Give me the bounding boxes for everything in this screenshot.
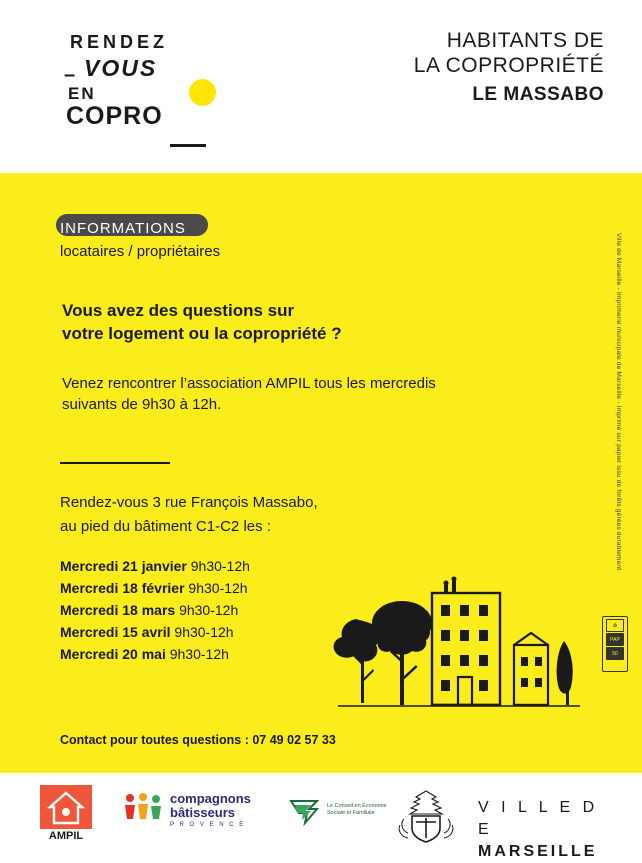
- list-item: [60, 643, 250, 665]
- eco-chip-pap: PAP: [606, 633, 624, 646]
- logo-yellow-dot-icon: [189, 79, 216, 106]
- ampil-house-icon: [40, 785, 92, 829]
- ampil-label: AMPIL: [48, 830, 84, 842]
- partner-logos-footer: [0, 773, 642, 860]
- rendez-vous-en-copro-logo: [58, 22, 218, 142]
- date-day: Mercredi 20 mai: [60, 646, 166, 662]
- date-day: Mercredi 18 mars: [60, 602, 176, 618]
- marseille-wordmark: [478, 797, 606, 863]
- list-item: [60, 621, 250, 643]
- date-day: Mercredi 18 février: [60, 580, 185, 596]
- list-item: [60, 577, 250, 599]
- logo-dash: –: [64, 64, 79, 86]
- compagnons-label-line-2: bâtisseurs: [170, 805, 236, 820]
- date-day: Mercredi 15 avril: [60, 624, 171, 640]
- logo-text-rendez: RENDEZ: [70, 32, 169, 52]
- date-time: 9h30-12h: [188, 580, 248, 596]
- document-header: [0, 0, 642, 173]
- date-time: 9h30-12h: [169, 646, 229, 662]
- date-time: 9h30-12h: [179, 602, 239, 618]
- question-heading: [62, 299, 342, 345]
- marseille-wordmark-line-2: MARSEILLE: [478, 843, 598, 860]
- logo-ampil: [40, 785, 92, 843]
- cesf-label: [327, 803, 387, 817]
- compagnons-label-line-1: compagnons: [170, 791, 251, 806]
- question-line-2: votre logement ou la copropriété ?: [62, 324, 342, 343]
- header-title-block: [414, 28, 604, 106]
- compagnons-sublabel: P R O V E N C E: [170, 822, 246, 828]
- ampil-mark-icon: [40, 785, 92, 829]
- header-building-name: LE MASSABO: [472, 84, 604, 105]
- logo-text-copro: COPRO: [66, 102, 163, 130]
- eco-chip-number: 50: [606, 647, 624, 660]
- intro-line-2: suivants de 9h30 à 12h.: [62, 396, 222, 413]
- logo-ville-de-marseille: [386, 785, 606, 860]
- compagnons-label: [170, 792, 251, 820]
- logo-caf-cesf: [285, 791, 395, 833]
- logo-underline: [170, 144, 206, 147]
- building-and-trees-illustration: [318, 545, 588, 725]
- date-day: Mercredi 21 janvier: [60, 558, 187, 574]
- date-time: 9h30-12h: [190, 558, 250, 574]
- dates-list: [60, 555, 250, 665]
- compagnons-people-icon: [122, 792, 166, 822]
- intro-paragraph: [62, 373, 436, 415]
- list-item: [60, 599, 250, 621]
- cesf-mark-icon: [285, 791, 325, 831]
- eco-label-icon: [602, 616, 628, 672]
- address-line-2: au pied du bâtiment C1-C2 les :: [60, 518, 271, 535]
- question-line-1: Vous avez des questions sur: [62, 301, 295, 320]
- address-block: [60, 491, 318, 539]
- printing-credit-text: Ville de Marseille - Imprimerie municipale de Marseille - Imprimé sur papier issu de forêts gérées durablement: [615, 233, 622, 571]
- divider-rule: [60, 462, 170, 464]
- cesf-label-line-2: Sociale et Familiale: [327, 810, 375, 816]
- flyer-body: [0, 173, 642, 773]
- informations-subtitle: locataires / propriétaires: [60, 243, 221, 260]
- header-title-line-1: HABITANTS DE: [446, 29, 604, 52]
- logo-text-en: EN: [68, 84, 96, 103]
- header-title-line-2: LA COPROPRIÉTÉ: [413, 54, 604, 77]
- logo-text-vous: VOUS: [84, 55, 158, 81]
- list-item: [60, 555, 250, 577]
- eco-recycling-symbol-icon: ♻: [606, 619, 624, 632]
- informations-label: INFORMATIONS: [60, 220, 186, 237]
- address-line-1: Rendez-vous 3 rue François Massabo,: [60, 494, 318, 511]
- marseille-coat-of-arms-icon: [386, 785, 466, 843]
- intro-line-1: Venez rencontrer l’association AMPIL tous les mercredis: [62, 375, 436, 392]
- contact-line: Contact pour toutes questions : 07 49 02 57 33: [60, 733, 336, 747]
- cesf-label-line-1: Le Conseil en Economie: [327, 803, 387, 809]
- marseille-wordmark-line-1: V I L L E D E: [478, 799, 599, 838]
- date-time: 9h30-12h: [174, 624, 234, 640]
